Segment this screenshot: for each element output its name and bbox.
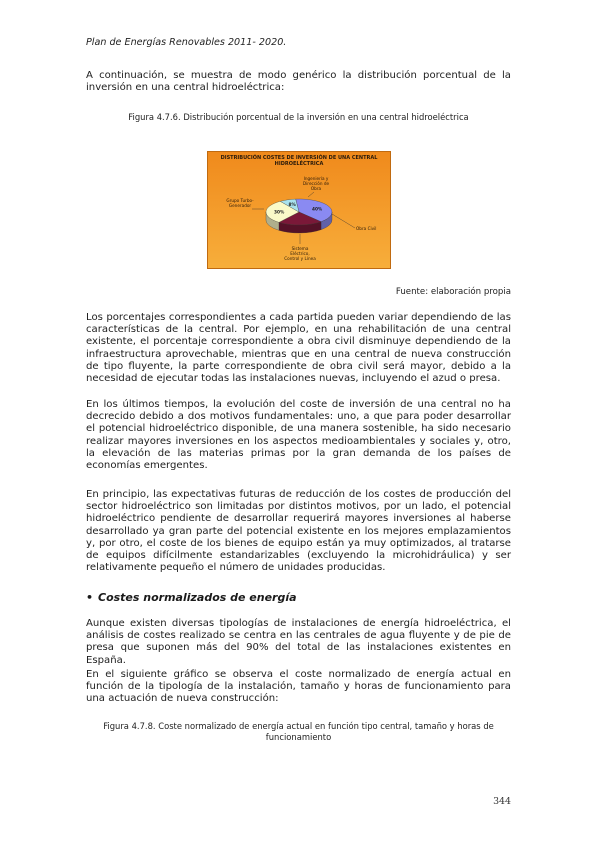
category-label-1: Sistema Eléctrico, Control y Línea — [284, 246, 316, 261]
section-heading — [86, 591, 297, 604]
running-header: Plan de Energías Renovables 2011- 2020. — [86, 37, 287, 48]
chart-title: DISTRIBUCIÓN COSTES DE INVERSIÓN DE UNA CENTRAL HIDROELÉCTRICA — [220, 155, 378, 167]
pie-value-label-2: 30% — [274, 210, 285, 216]
intro-paragraph: A continuación, se muestra de modo genérico la distribución porcentual de la inversión en una central hidroeléctrica: — [86, 70, 511, 94]
paragraph-porcentajes: Los porcentajes correspondientes a cada partida pueden variar dependiendo de las características de la central. Por ejemplo, en una rehabilitación de una central existente, el porcentaje correspondiente a obra civil disminuye dependiendo de la infraestructura aprovechable, mientras que en una central de nueva construcción de tipo fluyente, la parte correspondiente de obra civil será mayor, debido a la necesidad de ejecutar todas las instalaciones nuevas, incluyendo el azud o presa. — [86, 312, 511, 385]
category-label-2: Grupo Turbo-Generador — [226, 198, 254, 208]
pie-chart-investment — [207, 151, 391, 269]
pie-value-label-3: 8% — [288, 203, 296, 209]
section-heading-text: Costes normalizados de energía — [98, 591, 297, 604]
figure-caption-4-7-8: Figura 4.7.8. Coste normalizado de energía actual en función tipo central, tamaño y horas de funcionamiento — [103, 721, 494, 742]
paragraph-grafico: En el siguiente gráfico se observa el coste normalizado de energía actual en función de la tipología de la instalación, tamaño y horas de funcionamiento para una actuación de nueva construcción: — [86, 669, 511, 705]
figure-source: Fuente: elaboración propia — [395, 287, 511, 297]
figure-caption-4-7-6: Figura 4.7.6. Distribución porcentual de la inversión en una central hidroeléctrica — [128, 112, 469, 122]
paragraph-principio: En principio, las expectativas futuras de reducción de los costes de producción del sector hidroeléctrico son limitadas por distintos motivos, por un lado, el potencial hidroeléctrico pendiente de desarrollar requerirá mayores inversiones al haberse desarrollado ya gran parte del potencial existente en los mejores emplazamientos y, por otro, el coste de los bienes de equipo están ya muy optimizados, al tratarse de equipos difícilmente estandarizables (excluyendo la microhidráulica) y ser relativamente pequeño el número de unidades producidas. — [86, 489, 511, 574]
page-number: 344 — [493, 796, 511, 807]
category-label-0: Obra Civil — [356, 226, 377, 231]
leader-line-0 — [332, 214, 355, 228]
bullet-icon: • — [86, 591, 94, 604]
leader-line-3 — [308, 192, 314, 197]
pie-chart-svg — [208, 152, 390, 268]
category-label-3: Ingeniería y Dirección de Obra — [302, 176, 330, 191]
paragraph-tipologias: Aunque existen diversas tipologías de instalaciones de energía hidroeléctrica, el análisis de costes realizado se centra en las centrales de agua fluyente y de pie de presa que suponen más del 90% del total de las instalaciones existentes en España. — [86, 618, 511, 666]
pie-value-label-0: 40% — [311, 207, 323, 213]
paragraph-ultimos-tiempos: En los últimos tiempos, la evolución del coste de inversión de una central no ha decrecido debido a dos motivos fundamentales: uno, a que para poder desarrollar el potencial hidroeléctrico disponible, de una manera sostenible, ha sido necesario realizar mayores inversiones en los aspectos medioambientales y sociales y, otro, la elevación de las materias primas por la gran demanda de los países de economías emergentes. — [86, 399, 511, 472]
